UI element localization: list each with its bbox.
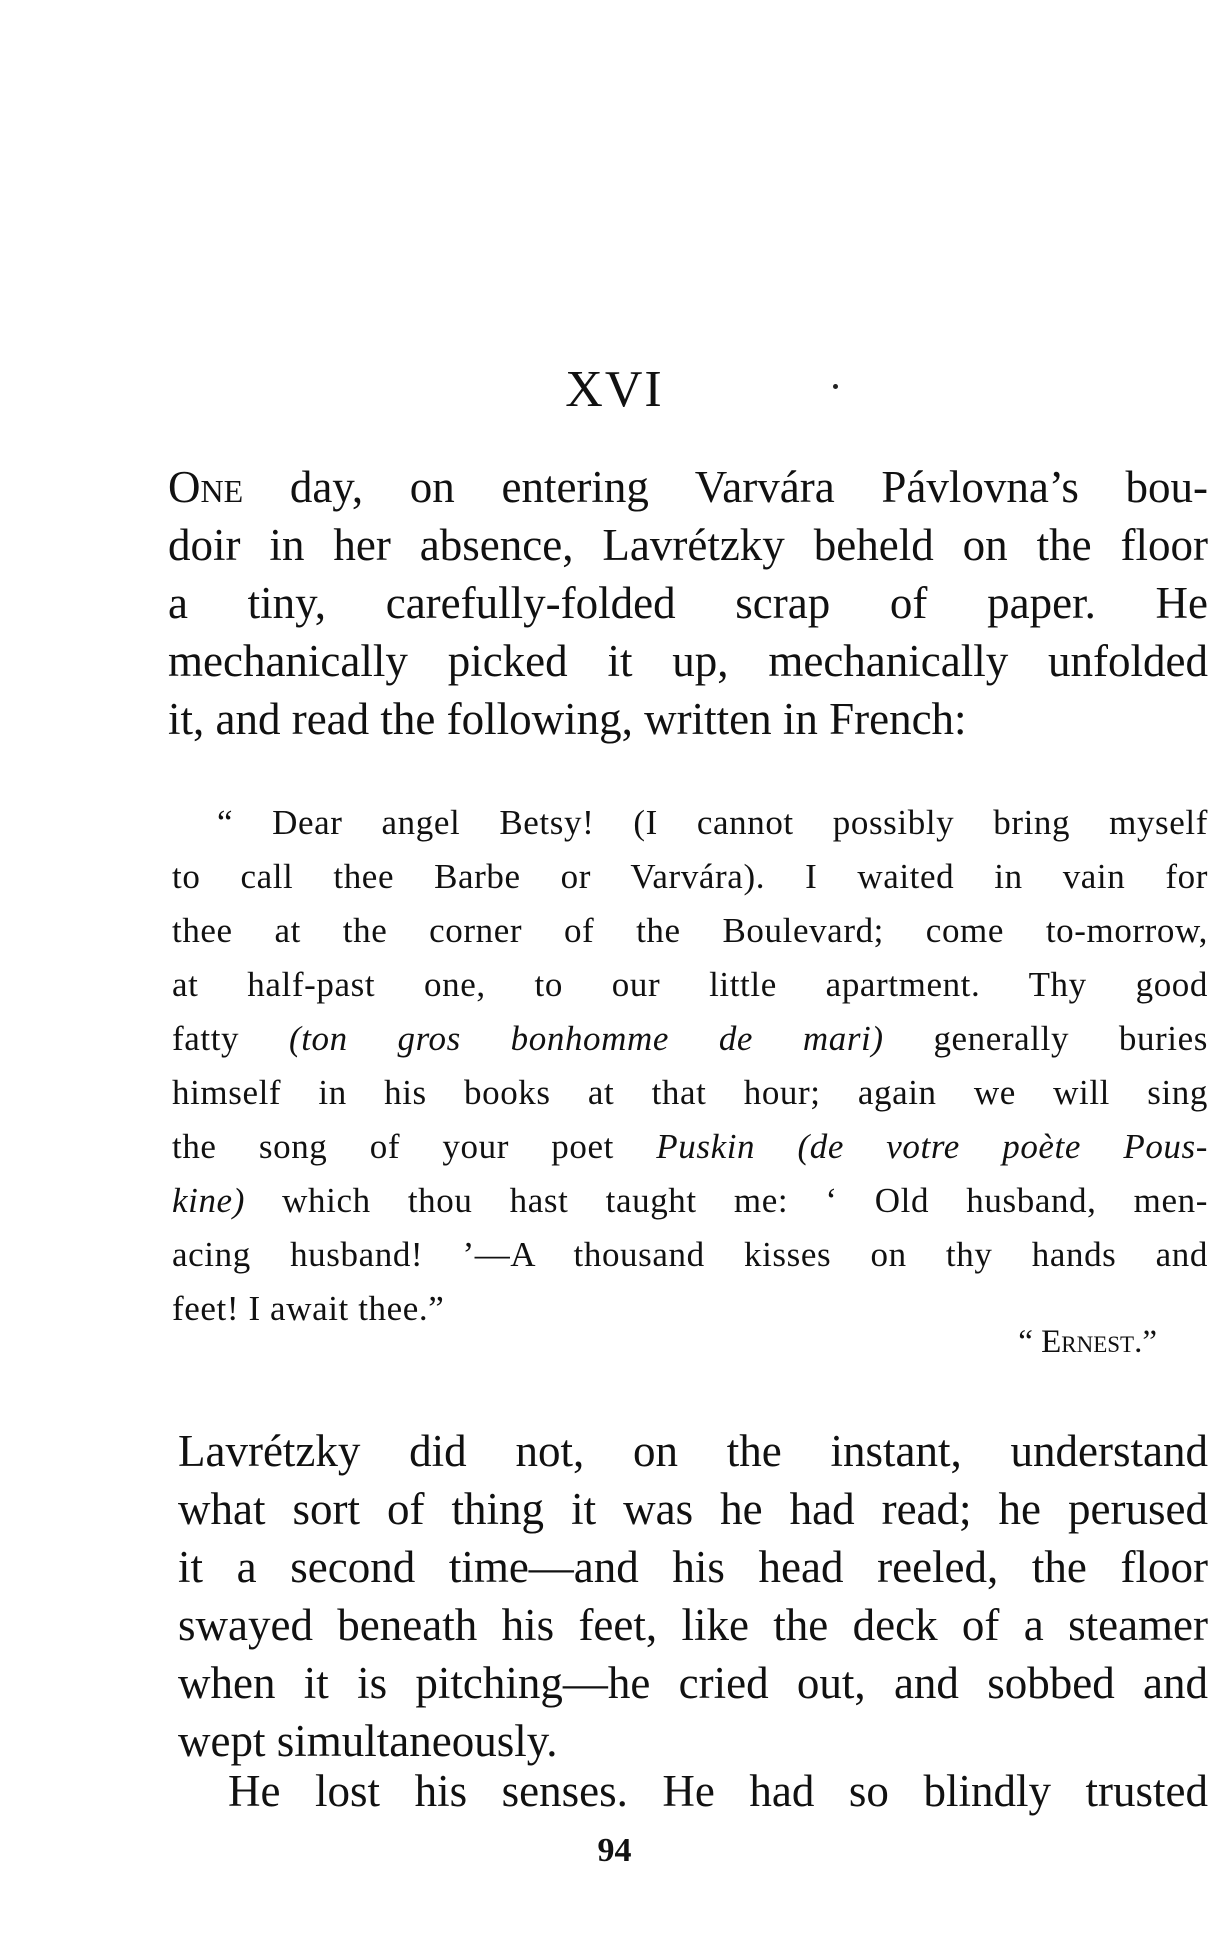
page-number: 94 xyxy=(597,1832,632,1869)
quoted-letter xyxy=(172,796,1208,1336)
letter-line-9: acing husband! ’—A thousand kisses on thy hands and xyxy=(172,1235,1208,1274)
letter-line-4: at half-past one, to our little apartment. Thy good xyxy=(172,965,1208,1004)
closing-line-3: it a second time—and his head reeled, the floor xyxy=(178,1542,1208,1592)
opening-line-4: mechanically picked it up, mechanically unfolded xyxy=(168,636,1208,686)
letter-signature: “ Ernest.” xyxy=(1018,1324,1157,1360)
continuation-line: He lost his senses. He had so blindly trusted xyxy=(228,1766,1208,1816)
print-speck xyxy=(833,384,838,389)
closing-paragraph xyxy=(178,1422,1208,1770)
letter-line-10: feet! I await thee.” xyxy=(172,1289,445,1328)
letter-line-2: to call thee Barbe or Varvára). I waited in vain for xyxy=(172,857,1208,896)
french-aside: (ton gros bonhomme de mari) xyxy=(288,1019,884,1058)
opening-line-5: it, and read the following, written in French: xyxy=(168,694,967,744)
closing-line-6: wept simultaneously. xyxy=(178,1716,558,1766)
letter-line-6: himself in his books at that hour; again we will sing xyxy=(172,1073,1208,1112)
closing-line-4: swayed beneath his feet, like the deck of a steamer xyxy=(178,1600,1208,1650)
closing-line-2: what sort of thing it was he had read; he perused xyxy=(178,1484,1208,1534)
opening-line-2: doir in her absence, Lavrétzky beheld on the floor xyxy=(168,520,1208,570)
letter-line-3: thee at the corner of the Boulevard; come to-morrow, xyxy=(172,911,1208,950)
letter-line-5: fatty (ton gros bonhomme de mari) generally buries xyxy=(172,1019,1208,1058)
closing-line-1: Lavrétzky did not, on the instant, understand xyxy=(178,1426,1208,1476)
opening-paragraph xyxy=(168,458,1208,748)
chapter-heading: XVI xyxy=(565,361,664,418)
letter-line-8: kine) which thou hast taught me: ‘ Old husband, men- xyxy=(172,1181,1208,1220)
letter-line-1: “ Dear angel Betsy! (I cannot possibly bring myself xyxy=(217,803,1208,842)
opening-line-1: One day, on entering Varvára Pávlovna’s bou- xyxy=(168,462,1208,512)
closing-line-5: when it is pitching—he cried out, and sobbed and xyxy=(178,1658,1208,1708)
poet-reference: Puskin (de votre poète Pous- xyxy=(656,1127,1208,1166)
poet-reference-cont: kine) xyxy=(172,1181,245,1220)
opening-line-3: a tiny, carefully-folded scrap of paper. He xyxy=(168,578,1208,628)
lead-word: One xyxy=(168,462,244,512)
letter-line-7: the song of your poet Puskin (de votre poète Pous- xyxy=(172,1127,1208,1166)
